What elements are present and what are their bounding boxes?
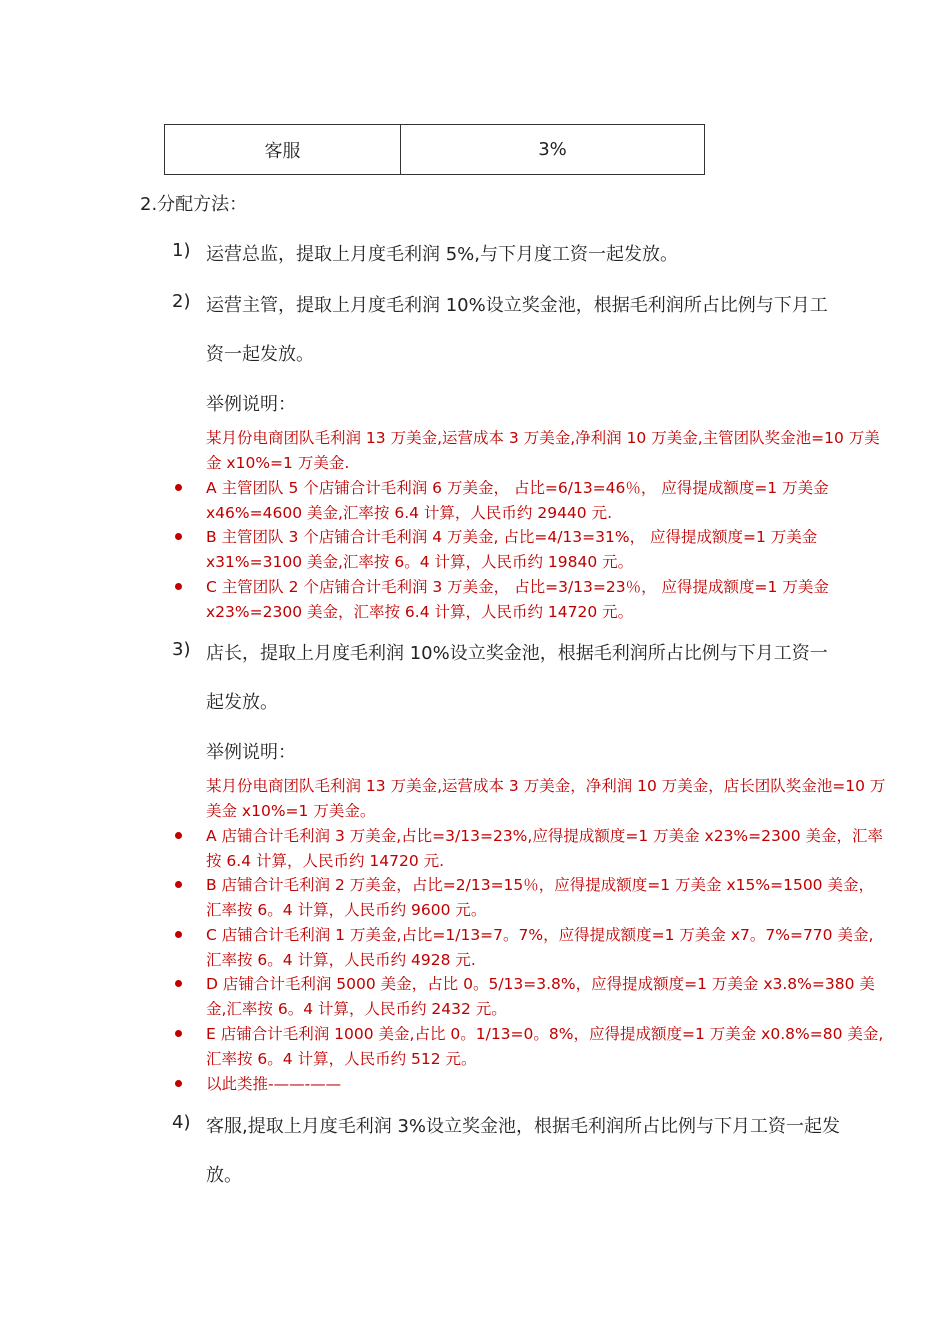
bullet-icon — [175, 533, 182, 540]
item-text: 客服,提取上月度毛利润 3%设立奖金池，根据毛利润所占比例与下月工资一起发 — [206, 1116, 840, 1137]
example-bullet: C 主管团队 2 个店铺合计毛利润 3 万美金， 占比=3/13=23％， 应得提成额度=1 万美金 x23%=2300 美金，汇率按 6.4 计算，人民币约 14720 元。 — [206, 578, 829, 621]
bullet-icon — [175, 583, 182, 590]
section-heading: 2.分配方法： — [140, 194, 248, 215]
example-label: 举例说明： — [206, 394, 296, 415]
bullet-icon — [175, 1030, 182, 1037]
example-bullet: E 店铺合计毛利润 1000 美金,占比 0。1/13=0。8%，应得提成额度=1 万美金 x0.8%=80 美金,汇率按 6。4 计算，人民币约 512 元。 — [206, 1025, 884, 1068]
item-text-continued: 资一起发放。 — [206, 344, 314, 365]
example-bullet: B 主管团队 3 个店铺合计毛利润 4 万美金, 占比=4/13=31%， 应得提成额度=1 万美金 x31%=3100 美金,汇率按 6。4 计算，人民币约 19840 元。 — [206, 528, 818, 571]
item-text: 店长，提取上月度毛利润 10%设立奖金池，根据毛利润所占比例与下月工资一 — [206, 643, 828, 664]
item-number: 1) — [172, 240, 191, 261]
example-bullet: A 主管团队 5 个店铺合计毛利润 6 万美金， 占比=6/13=46％， 应得提成额度=1 万美金 x46%=4600 美金,汇率按 6.4 计算，人民币约 29440 元. — [206, 479, 829, 522]
bullet-icon — [175, 881, 182, 888]
item-text-continued: 放。 — [206, 1165, 242, 1186]
example-label: 举例说明： — [206, 742, 296, 763]
bullet-icon — [175, 980, 182, 987]
item-text-continued: 起发放。 — [206, 692, 278, 713]
bullet-icon — [175, 1080, 182, 1087]
bullet-icon — [175, 484, 182, 491]
example-intro: 某月份电商团队毛利润 13 万美金,运营成本 3 万美金,净利润 10 万美金,主管团队奖金池=10 万美金 x10%=1 万美金. — [206, 429, 880, 472]
bullet-icon — [175, 832, 182, 839]
example-bullet: 以此类推-——-—— — [206, 1075, 342, 1093]
example-intro: 某月份电商团队毛利润 13 万美金,运营成本 3 万美金，净利润 10 万美金，店长团队奖金池=10 万美金 x10%=1 万美金。 — [206, 777, 886, 820]
item-text: 运营主管，提取上月度毛利润 10%设立奖金池，根据毛利润所占比例与下月工 — [206, 295, 828, 316]
example-bullet: A 店铺合计毛利润 3 万美金,占比=3/13=23%,应得提成额度=1 万美金 x23%=2300 美金，汇率按 6.4 计算，人民币约 14720 元. — [206, 827, 884, 870]
item-number: 3) — [172, 639, 191, 660]
table-cell-percent: 3% — [538, 139, 567, 160]
example-bullet: C 店铺合计毛利润 1 万美金,占比=1/13=7。7%，应得提成额度=1 万美金 x7。7%=770 美金,汇率按 6。4 计算，人民币约 4928 元. — [206, 926, 874, 969]
example-bullet: D 店铺合计毛利润 5000 美金，占比 0。5/13=3.8%，应得提成额度=1 万美金 x3.8%=380 美金,汇率按 6。4 计算，人民币约 2432 元。 — [206, 975, 875, 1018]
item-number: 2) — [172, 291, 191, 312]
item-text: 运营总监，提取上月度毛利润 5%,与下月度工资一起发放。 — [206, 244, 678, 265]
item-number: 4) — [172, 1112, 191, 1133]
example-bullet: B 店铺合计毛利润 2 万美金，占比=2/13=15％，应得提成额度=1 万美金 x15%=1500 美金，汇率按 6。4 计算，人民币约 9600 元。 — [206, 876, 874, 919]
table-row — [164, 124, 705, 175]
bullet-icon — [175, 931, 182, 938]
table-cell-role: 客服 — [165, 125, 401, 174]
